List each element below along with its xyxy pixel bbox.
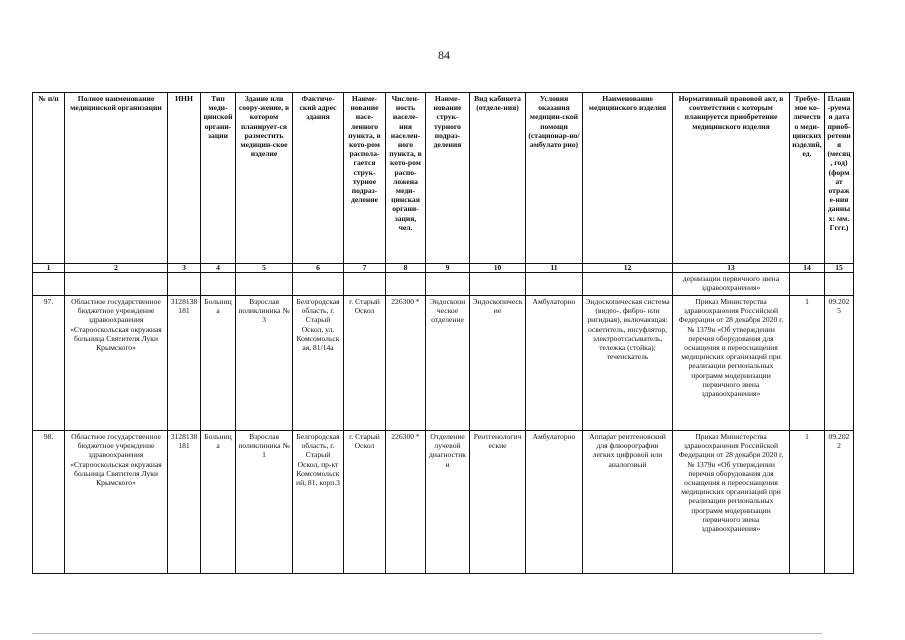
col-number: 7 [344,264,386,273]
col-header: Условия оказания медицин-ской помощи (стационар-но/амбулато рно) [526,93,583,264]
table-row [33,431,854,574]
col-number: 13 [673,264,790,273]
col-header: Нормативный правовой акт, в соответствии с которым планируется приобретение медицинского изделия [673,93,790,264]
address: Белгородская область, г. Старый Оскол, пр-кт Комсомольский, 81, корп.3 [293,431,344,574]
col-header: Наиме-нование струк-турного подраз-деления [426,93,470,264]
col-header: Требуе-мое ко-личество меди-цинских изделий, ед. [790,93,825,264]
room-type: Эндоскопические [470,296,526,431]
col-number: 3 [168,264,201,273]
building: Взрослая поликлиника № 1 [236,431,293,574]
col-number: 12 [583,264,673,273]
col-number: 10 [470,264,526,273]
col-header: Числен-ность населе-ния населен-ного пункта, в кото-ром распо-ложена меди-цинская органи-зация, чел. [386,93,426,264]
inn: 3128138181 [168,296,201,431]
device-name: Аппарат рентгеновский для флюорографии легких цифровой или аналоговый [583,431,673,574]
org-name: Областное государственное бюджетное учреждение здравоохранения «Старооскольская окружная больница Святителя Луки Крымского» [65,296,168,431]
col-header: ИНН [168,93,201,264]
legal-act: Приказ Министерства здравоохранения Российской Федерации от 28 декабря 2020 г. № 1379н «Об утверждении перечня оборудования для оснащения и переоснащения медицинских организаций при реализации региональных программ модернизации первичного звена здравоохранения» [673,296,790,431]
org-name: Областное государственное бюджетное учреждение здравоохранения «Старооскольская окружная больница Святителя Луки Крымского» [65,431,168,574]
column-number-row [33,264,854,273]
col-header: Тип меди-цинской органи-зации [201,93,236,264]
population: 226300 * [386,431,426,574]
col-number: 14 [790,264,825,273]
locality: г. Старый Оскол [344,431,386,574]
col-header: Плани-руемая дата приоб-ретения (месяц, год) (формат отраже-ния данных: мм. Гггг.) [825,93,854,264]
population: 226300 * [386,296,426,431]
device-name: Эндоскопическая система (видео-, фибро- или ригидная), включающая: осветитель, инсуфлятор, электроотсасыватель, тележка (стойка); течеискатель [583,296,673,431]
page-bottom-divider [32,633,822,634]
carryover-row [33,273,854,296]
col-header: Наиме-нование насе-ленного пункта, в кото-ром распола-гается струк-турное подраз-деление [344,93,386,264]
col-header: № п/п [33,93,65,264]
care-conditions: Амбулаторно [526,431,583,574]
col-number: 4 [201,264,236,273]
col-number: 11 [526,264,583,273]
quantity: 1 [790,431,825,574]
col-header: Полное наименование медицинской организации [65,93,168,264]
locality: г. Старый Оскол [344,296,386,431]
room-type: Рентгенологические [470,431,526,574]
quantity: 1 [790,296,825,431]
building: Взрослая поликлиника № 3 [236,296,293,431]
org-type: Больница [201,296,236,431]
org-type: Больница [201,431,236,574]
col-header: Фактиче-ский адрес здания [293,93,344,264]
col-number: 1 [33,264,65,273]
care-conditions: Амбулаторно [526,296,583,431]
col-number: 8 [386,264,426,273]
purchase-date: 09.2025 [825,296,854,431]
col-number: 2 [65,264,168,273]
col-number: 5 [236,264,293,273]
row-number: 97. [33,296,65,431]
table-row [33,296,854,431]
col-header: Вид кабинета (отделе-ния) [470,93,526,264]
row-number: 98. [33,431,65,574]
carryover-text: дернизации первичного звена здравоохранения» [673,273,790,296]
page-number: 84 [438,48,450,62]
purchase-date: 09.2022 [825,431,854,574]
col-number: 6 [293,264,344,273]
legal-act: Приказ Министерства здравоохранения Российской Федерации от 28 декабря 2020 г. № 1379н «Об утверждении перечня оборудования для оснащения и переоснащения медицинских организаций при реализации региональных программ модернизации первичного звена здравоохранения» [673,431,790,574]
equipment-table [32,92,854,574]
col-number: 9 [426,264,470,273]
col-header: Здание или соору-жение, в котором планирует-ся разместить медицин-ское изделие [236,93,293,264]
unit: Эндоскопическое отделение [426,296,470,431]
col-number: 15 [825,264,854,273]
header-row [33,93,854,264]
unit: Отделение лучевой диагностики [426,431,470,574]
col-header: Наименование медицинского изделия [583,93,673,264]
inn: 3128138181 [168,431,201,574]
address: Белгородская область, г. Старый Оскол, ул. Комсомольская, 81/14а [293,296,344,431]
